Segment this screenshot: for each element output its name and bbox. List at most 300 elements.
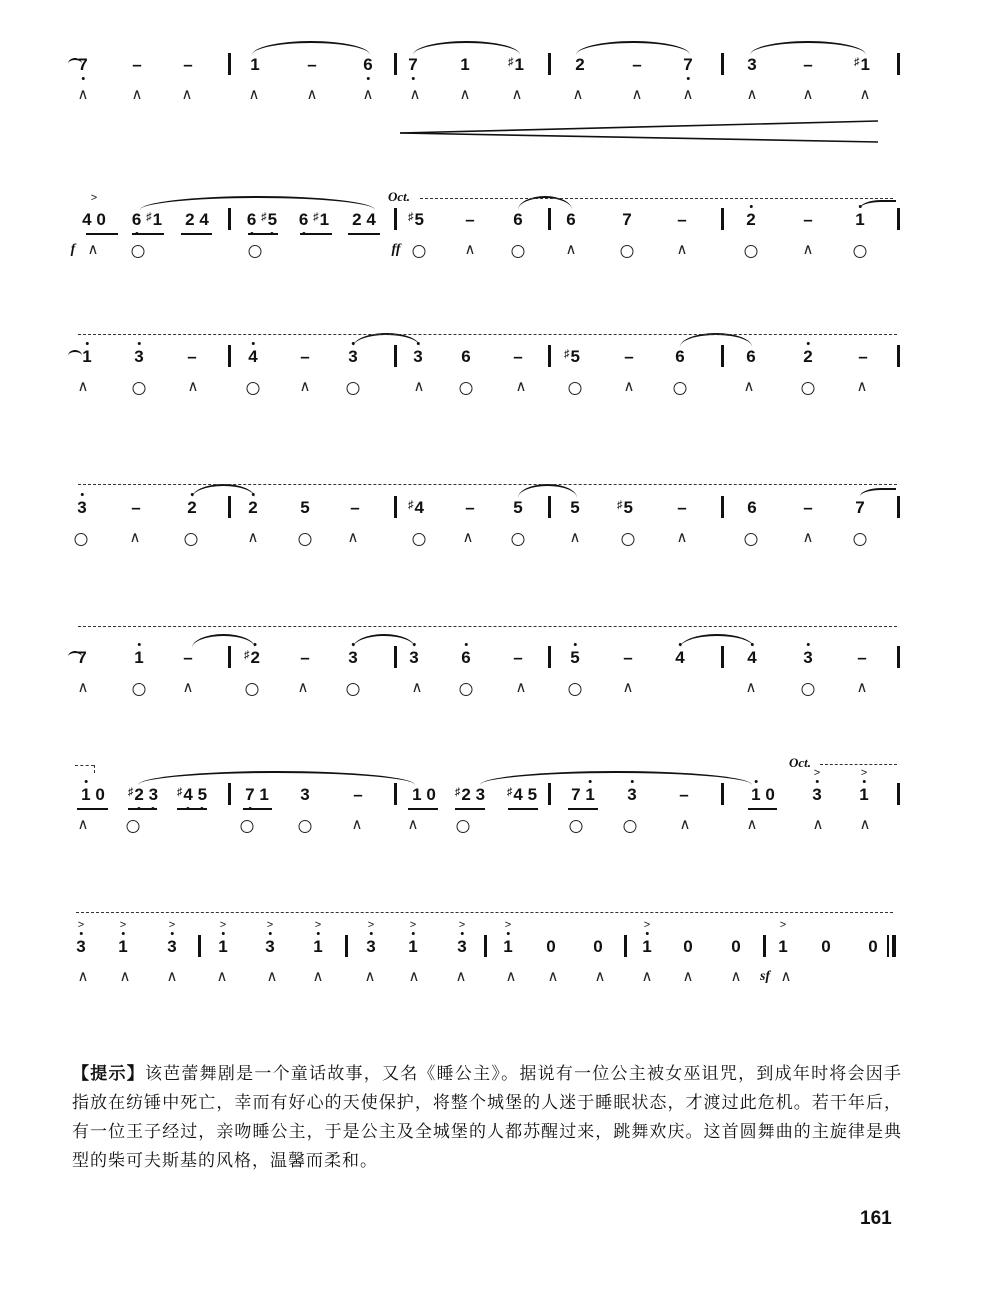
note bbox=[746, 347, 755, 367]
high-octave-dot bbox=[807, 342, 810, 345]
note bbox=[642, 919, 652, 957]
bellows-out-mark bbox=[460, 683, 473, 696]
barline bbox=[897, 496, 900, 518]
note bbox=[570, 648, 579, 668]
bellows-in-mark: ∧ bbox=[299, 378, 311, 395]
bellows-out-mark bbox=[413, 245, 426, 258]
tie-continuation bbox=[68, 350, 82, 362]
note-digit: 3 bbox=[300, 785, 310, 804]
note-digit: 6 bbox=[513, 210, 523, 229]
note bbox=[348, 648, 357, 668]
barline bbox=[721, 208, 724, 230]
high-octave-dot bbox=[370, 932, 373, 935]
note bbox=[185, 210, 209, 230]
high-octave-dot bbox=[807, 643, 810, 646]
barline bbox=[394, 345, 397, 367]
note-digit: 3 bbox=[475, 785, 486, 804]
eighth-beam bbox=[177, 808, 207, 810]
sharp-sign: ♯ bbox=[408, 499, 414, 511]
bellows-in-mark: ∧ bbox=[743, 378, 755, 395]
eighth-beam bbox=[748, 808, 777, 810]
note-digit: 1 bbox=[778, 937, 788, 956]
note-digit: 0 bbox=[546, 937, 556, 956]
eighth-beam bbox=[243, 808, 272, 810]
note-digit: 2 bbox=[251, 648, 260, 668]
note-digit: 2 bbox=[461, 785, 471, 804]
note bbox=[167, 919, 177, 957]
sharp-sign: ♯ bbox=[617, 499, 623, 511]
bellows-out-mark bbox=[457, 820, 470, 833]
barline bbox=[484, 935, 487, 957]
barline bbox=[721, 646, 724, 668]
barline bbox=[228, 783, 231, 805]
note bbox=[675, 648, 684, 668]
note-digit: – bbox=[183, 648, 193, 667]
note bbox=[868, 937, 877, 957]
note-digit: 7 bbox=[408, 55, 417, 75]
note-digit: 3 bbox=[457, 937, 466, 957]
bellows-in-mark: ∧ bbox=[364, 968, 376, 985]
note bbox=[812, 767, 822, 805]
bellows-in-mark: ∧ bbox=[247, 529, 259, 546]
accent-mark: > bbox=[219, 919, 227, 931]
note bbox=[82, 192, 106, 230]
bellows-out-mark bbox=[299, 533, 312, 546]
note-digit: 7 bbox=[77, 648, 87, 667]
note bbox=[128, 785, 158, 807]
note bbox=[350, 498, 359, 518]
note-digit: – bbox=[350, 498, 360, 517]
note bbox=[408, 498, 424, 520]
note-digit: 6 bbox=[675, 347, 685, 366]
note-digit: 7 bbox=[622, 210, 632, 229]
note bbox=[353, 785, 362, 805]
bellows-in-mark: ∧ bbox=[87, 241, 99, 258]
high-octave-dot bbox=[269, 932, 272, 935]
bellows-in-mark: ∧ bbox=[181, 86, 193, 103]
note-digit: 7 bbox=[78, 55, 87, 75]
bellows-in-mark: ∧ bbox=[547, 968, 559, 985]
bellows-in-mark: ∧ bbox=[682, 968, 694, 985]
sharp-sign: ♯ bbox=[176, 786, 183, 798]
note-digit: 2 bbox=[248, 498, 257, 518]
bellows-out-mark bbox=[569, 683, 582, 696]
note-digit: 4 bbox=[199, 210, 209, 229]
bellows-out-mark bbox=[512, 245, 525, 258]
tip-text: 该芭蕾舞剧是一个童话故事，又名《睡公主》。据说有一位公主被女巫诅咒，到成年时将会因手指放在纺锤中死亡，幸而有好心的天使保护，将整个城堡的人迷于睡眠状态，才渡过此危机。若干年后，有一位王子经过，亲吻睡公主，于是公主及全城堡的人都苏醒过来，跳舞欢庆。这首圆舞曲的主旋律是典型的柴可夫斯基的风格，温馨而柔和。 bbox=[72, 1064, 903, 1171]
note bbox=[300, 498, 309, 518]
bellows-in-mark: ∧ bbox=[455, 968, 467, 985]
accent-mark: > bbox=[504, 919, 512, 931]
bellows-out-mark bbox=[745, 533, 758, 546]
bellows-in-mark: ∧ bbox=[297, 679, 309, 696]
barline bbox=[897, 783, 900, 805]
sharp-sign: ♯ bbox=[146, 211, 152, 223]
note-digit: 0 bbox=[95, 785, 105, 804]
note bbox=[747, 498, 756, 518]
note-digit: 5 bbox=[300, 498, 310, 517]
note-digit: 5 bbox=[570, 498, 580, 517]
tie-continuation bbox=[68, 651, 82, 663]
slur bbox=[192, 484, 255, 498]
note-digit: 5 bbox=[414, 210, 424, 229]
note bbox=[461, 648, 470, 668]
high-octave-dot bbox=[465, 643, 468, 646]
note bbox=[570, 498, 579, 518]
note bbox=[244, 648, 260, 670]
note-digit: 3 bbox=[348, 347, 357, 367]
bellows-in-mark: ∧ bbox=[351, 816, 363, 833]
note-digit: – bbox=[623, 648, 633, 667]
note-digit: 6 bbox=[746, 347, 756, 366]
bellows-out-mark bbox=[241, 820, 254, 833]
barline bbox=[228, 646, 231, 668]
barline bbox=[548, 646, 551, 668]
note-digit: 6 bbox=[461, 347, 471, 366]
note-digit: 6 bbox=[299, 210, 308, 230]
note bbox=[513, 210, 522, 230]
bellows-in-mark: ∧ bbox=[77, 86, 89, 103]
note bbox=[461, 347, 470, 367]
note-digit: 6 bbox=[566, 210, 576, 229]
note-digit: 2 bbox=[185, 210, 195, 229]
bellows-in-mark: ∧ bbox=[407, 816, 419, 833]
note-digit: 2 bbox=[134, 785, 143, 805]
note bbox=[131, 498, 140, 518]
bellows-out-mark bbox=[133, 683, 146, 696]
note bbox=[747, 648, 756, 668]
sharp-sign: ♯ bbox=[454, 786, 461, 798]
note bbox=[81, 785, 105, 805]
high-octave-dot bbox=[138, 342, 141, 345]
note bbox=[118, 919, 128, 957]
note-digit: – bbox=[677, 498, 687, 517]
bellows-in-mark: ∧ bbox=[459, 86, 471, 103]
note-digit: 4 bbox=[414, 498, 424, 517]
bellows-in-mark: ∧ bbox=[802, 529, 814, 546]
barline bbox=[394, 208, 397, 230]
note-digit: 1 bbox=[751, 785, 760, 805]
note-digit: 3 bbox=[77, 498, 86, 518]
note-digit: 6 bbox=[247, 210, 256, 230]
note bbox=[513, 648, 522, 668]
accent-mark: > bbox=[77, 919, 85, 931]
note bbox=[132, 210, 162, 232]
note-digit: 1 bbox=[152, 210, 163, 229]
octave-dashed-line bbox=[78, 334, 897, 335]
octave-label: Oct. bbox=[789, 755, 812, 770]
barline bbox=[897, 345, 900, 367]
note bbox=[859, 767, 869, 805]
bellows-out-mark bbox=[75, 533, 88, 546]
note bbox=[313, 919, 323, 957]
accent-mark: > bbox=[314, 919, 322, 931]
note bbox=[412, 785, 436, 805]
bellows-in-mark: ∧ bbox=[679, 816, 691, 833]
bellows-in-mark: ∧ bbox=[641, 968, 653, 985]
note-digit: 1 bbox=[460, 55, 470, 74]
note-digit: – bbox=[632, 55, 642, 74]
barline bbox=[624, 935, 627, 957]
note-digit: 1 bbox=[859, 785, 868, 805]
bellows-out-mark bbox=[132, 245, 145, 258]
note bbox=[778, 919, 788, 957]
high-octave-dot bbox=[86, 342, 89, 345]
note bbox=[803, 210, 812, 230]
note-digit: 2 bbox=[746, 210, 755, 230]
note bbox=[746, 210, 755, 230]
tie-start bbox=[860, 488, 896, 502]
high-octave-dot bbox=[81, 493, 84, 496]
note-digit: 1 bbox=[855, 210, 864, 230]
bellows-in-mark: ∧ bbox=[682, 86, 694, 103]
bellows-in-mark: ∧ bbox=[802, 241, 814, 258]
note bbox=[300, 648, 309, 668]
note-digit: – bbox=[132, 55, 142, 74]
note-digit: 0 bbox=[731, 937, 741, 956]
note-digit: 0 bbox=[593, 937, 603, 956]
note-digit: 1 bbox=[250, 55, 260, 74]
bellows-out-mark bbox=[347, 382, 360, 395]
note bbox=[134, 347, 143, 367]
note-digit: – bbox=[677, 210, 687, 229]
note-digit: 4 bbox=[82, 210, 92, 229]
note bbox=[507, 785, 537, 807]
note-digit: 3 bbox=[149, 785, 158, 805]
note bbox=[803, 498, 812, 518]
accent-mark: > bbox=[643, 919, 651, 931]
barline bbox=[548, 783, 551, 805]
dynamic-f: f bbox=[70, 242, 76, 257]
bellows-in-mark: ∧ bbox=[187, 378, 199, 395]
slur bbox=[353, 333, 420, 347]
barline bbox=[394, 646, 397, 668]
note-digit: 5 bbox=[513, 498, 523, 517]
eighth-beam bbox=[508, 808, 538, 810]
bellows-out-mark bbox=[854, 533, 867, 546]
sharp-sign: ♯ bbox=[313, 211, 319, 223]
note bbox=[265, 919, 275, 957]
note bbox=[564, 347, 580, 369]
note bbox=[409, 648, 418, 668]
bellows-in-mark: ∧ bbox=[802, 86, 814, 103]
note bbox=[413, 347, 422, 367]
bellows-out-mark bbox=[854, 245, 867, 258]
note-digit: 1 bbox=[412, 785, 422, 804]
barline bbox=[897, 208, 900, 230]
high-octave-dot bbox=[750, 205, 753, 208]
note bbox=[803, 347, 812, 367]
note-digit: – bbox=[183, 55, 193, 74]
note-digit: 2 bbox=[803, 347, 812, 367]
note-digit: 1 bbox=[81, 785, 90, 805]
high-octave-dot bbox=[252, 342, 255, 345]
bellows-in-mark: ∧ bbox=[856, 679, 868, 696]
sharp-sign: ♯ bbox=[261, 211, 267, 223]
eighth-beam bbox=[181, 233, 212, 235]
bellows-out-mark bbox=[347, 683, 360, 696]
octave-dashed-line bbox=[420, 198, 893, 199]
bellows-in-mark: ∧ bbox=[77, 968, 89, 985]
note bbox=[821, 937, 830, 957]
note-digit: 7 bbox=[855, 498, 865, 517]
note bbox=[299, 210, 329, 232]
note-digit: 4 bbox=[366, 210, 376, 229]
bellows-in-mark: ∧ bbox=[676, 529, 688, 546]
note bbox=[751, 785, 775, 805]
note-digit: 6 bbox=[132, 210, 141, 230]
note-digit: – bbox=[307, 55, 317, 74]
barline bbox=[228, 345, 231, 367]
note-digit: 3 bbox=[366, 937, 375, 957]
note-digit: 1 bbox=[514, 55, 524, 74]
barline bbox=[345, 935, 348, 957]
note-digit: 2 bbox=[187, 498, 196, 518]
note-digit: – bbox=[679, 785, 689, 804]
eighth-beam bbox=[300, 233, 332, 235]
bellows-out-mark bbox=[569, 382, 582, 395]
note bbox=[465, 210, 474, 230]
note-digit: 2 bbox=[352, 210, 362, 229]
octave-line-hook bbox=[94, 765, 95, 773]
note-digit: 4 bbox=[513, 785, 523, 804]
note-digit: – bbox=[465, 498, 475, 517]
bellows-out-mark bbox=[133, 382, 146, 395]
accent-mark: > bbox=[779, 919, 787, 931]
note bbox=[675, 347, 684, 367]
bellows-in-mark: ∧ bbox=[413, 378, 425, 395]
bellows-in-mark: ∧ bbox=[462, 529, 474, 546]
tip-paragraph bbox=[72, 1060, 902, 1176]
bellows-in-mark: ∧ bbox=[623, 378, 635, 395]
accent-mark: > bbox=[409, 919, 417, 931]
note bbox=[803, 648, 812, 668]
note-digit: 1 bbox=[259, 785, 269, 804]
accent-mark: > bbox=[168, 919, 176, 931]
high-octave-dot bbox=[816, 780, 819, 783]
high-octave-dot bbox=[461, 932, 464, 935]
note-digit: – bbox=[300, 347, 310, 366]
bellows-out-mark bbox=[570, 820, 583, 833]
bellows-in-mark: ∧ bbox=[266, 968, 278, 985]
note-digit: 1 bbox=[503, 937, 512, 957]
barline bbox=[228, 496, 231, 518]
high-octave-dot bbox=[574, 643, 577, 646]
accent-mark: > bbox=[367, 919, 375, 931]
bellows-out-mark bbox=[249, 245, 262, 258]
note bbox=[546, 937, 555, 957]
high-octave-dot bbox=[412, 932, 415, 935]
accent-mark: > bbox=[813, 767, 821, 779]
note-digit: 1 bbox=[860, 55, 870, 74]
bellows-out-mark bbox=[802, 683, 815, 696]
eighth-beam bbox=[348, 233, 380, 235]
octave-dashed-line bbox=[76, 912, 893, 913]
octave-dashed-line bbox=[78, 484, 897, 485]
note-digit: 1 bbox=[134, 648, 143, 668]
note-digit: 0 bbox=[96, 210, 106, 229]
high-octave-dot bbox=[754, 780, 757, 783]
accent-mark: > bbox=[458, 919, 466, 931]
note bbox=[858, 347, 867, 367]
note bbox=[624, 347, 633, 367]
note bbox=[679, 785, 688, 805]
note-digit: 5 bbox=[570, 648, 579, 668]
note bbox=[187, 498, 196, 518]
note bbox=[245, 785, 269, 805]
note-digit: 3 bbox=[265, 937, 274, 957]
bellows-in-mark: ∧ bbox=[780, 968, 792, 985]
bellows-in-mark: ∧ bbox=[746, 816, 758, 833]
sharp-sign: ♯ bbox=[244, 649, 250, 661]
note-digit: – bbox=[624, 347, 634, 366]
bellows-out-mark bbox=[413, 533, 426, 546]
barline bbox=[721, 496, 724, 518]
eighth-beam bbox=[248, 233, 278, 235]
high-octave-dot bbox=[138, 643, 141, 646]
accent-mark: > bbox=[266, 919, 274, 931]
note bbox=[731, 937, 740, 957]
note bbox=[683, 937, 692, 957]
note-digit: – bbox=[513, 648, 523, 667]
note-digit: 6 bbox=[747, 498, 757, 517]
barline bbox=[548, 208, 551, 230]
note-digit: 3 bbox=[409, 648, 418, 668]
octave-line-end bbox=[75, 765, 94, 766]
bellows-in-mark: ∧ bbox=[306, 86, 318, 103]
dynamic-sf: sf bbox=[759, 969, 771, 984]
bellows-in-mark: ∧ bbox=[515, 378, 527, 395]
accent-mark: > bbox=[119, 919, 127, 931]
barline bbox=[548, 345, 551, 367]
note-digit: 3 bbox=[747, 55, 757, 74]
eighth-beam bbox=[455, 808, 485, 810]
note bbox=[623, 648, 632, 668]
note-digit: – bbox=[803, 55, 813, 74]
note bbox=[571, 785, 595, 805]
note bbox=[857, 648, 866, 668]
note-digit: 4 bbox=[183, 785, 192, 805]
note bbox=[566, 210, 575, 230]
note-digit: 1 bbox=[218, 937, 227, 957]
note-digit: – bbox=[300, 648, 310, 667]
note-digit: 5 bbox=[268, 210, 277, 230]
bellows-in-mark: ∧ bbox=[166, 968, 178, 985]
bellows-in-mark: ∧ bbox=[631, 86, 643, 103]
bellows-in-mark: ∧ bbox=[572, 86, 584, 103]
eighth-beam bbox=[128, 808, 157, 810]
note bbox=[513, 347, 522, 367]
tie-start bbox=[860, 200, 896, 214]
note bbox=[248, 347, 257, 367]
note-digit: – bbox=[803, 210, 813, 229]
barline bbox=[763, 935, 766, 957]
note-digit: 5 bbox=[570, 347, 580, 366]
octave-label: Oct. bbox=[388, 189, 411, 204]
slur bbox=[192, 634, 255, 648]
note-digit: 0 bbox=[426, 785, 436, 804]
bellows-out-mark bbox=[674, 382, 687, 395]
high-octave-dot bbox=[863, 780, 866, 783]
bellows-in-mark: ∧ bbox=[505, 968, 517, 985]
note bbox=[503, 919, 513, 957]
bellows-in-mark: ∧ bbox=[129, 529, 141, 546]
note bbox=[352, 210, 376, 230]
bellows-in-mark: ∧ bbox=[409, 86, 421, 103]
high-octave-dot bbox=[84, 780, 87, 783]
note bbox=[348, 347, 357, 367]
note bbox=[300, 347, 309, 367]
